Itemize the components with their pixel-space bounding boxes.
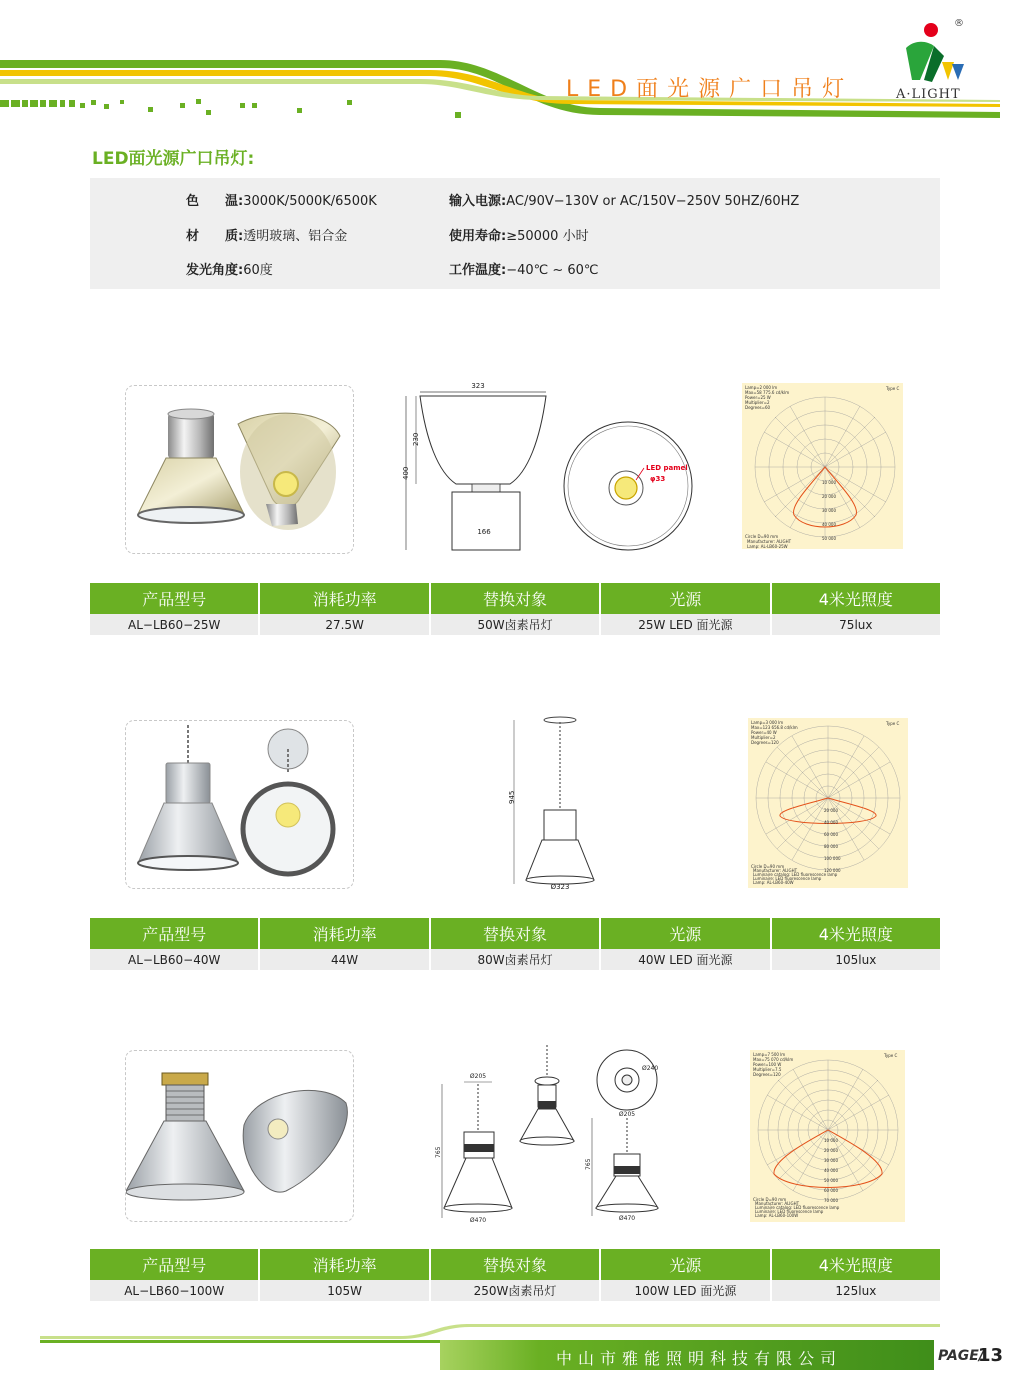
dim-bottom-diameter: Ø470 [469, 1217, 487, 1224]
spec-value: 60度 [243, 263, 273, 278]
polar-head-line: Lamp=3 000 lm [751, 720, 784, 725]
cell-source: 25W LED 面光源 [601, 614, 771, 635]
header-source: 光源 [601, 583, 771, 614]
spec-label: 材 质: [186, 229, 244, 244]
polar-ring-label: 80 000 [824, 844, 838, 849]
technical-drawing-100w-front [582, 1048, 677, 1226]
lamp-photo-icon [126, 721, 353, 888]
polar-ring-label: 40 000 [824, 1168, 838, 1173]
polar-foot-line: Circle D=90 mm [753, 1197, 787, 1202]
brand-logo-icon [904, 20, 968, 86]
header-power: 消耗功率 [260, 583, 430, 614]
panel-diameter: φ33 [650, 475, 666, 483]
polar-foot-line: Luminaire: LED fluorescence lamp [755, 1209, 824, 1214]
dim-mid-diameter: Ø205 [618, 1111, 636, 1118]
header-swoosh [0, 0, 1024, 130]
header-model: 产品型号 [90, 583, 260, 614]
table-header [90, 1249, 940, 1280]
polar-ring-label: 30 000 [822, 508, 836, 513]
technical-drawing-25w [400, 380, 552, 558]
polar-foot-line: Manufacturer: ALIGHT [747, 539, 792, 544]
polar-ring-label: 120 000 [824, 868, 841, 873]
page-label: PAGE/ [938, 1348, 984, 1364]
polar-head-line: Multiplier=2 [751, 735, 776, 740]
dim-diameter: Ø323 [550, 883, 570, 891]
header-source: 光源 [601, 918, 771, 949]
header-replace: 替换对象 [431, 1249, 601, 1280]
polar-chart-25w [742, 383, 903, 549]
polar-ring-label: 50 000 [824, 1178, 838, 1183]
polar-head-line: Degrees=120 [753, 1072, 781, 1077]
spec-label: 色 温: [186, 194, 244, 209]
polar-head-line: Multiplier=7.5 [753, 1067, 782, 1072]
lamp-photo-icon [126, 386, 353, 553]
polar-type: Type C [884, 1053, 898, 1058]
product-photo-frame [125, 385, 354, 554]
cell-model: AL−LB60−40W [90, 949, 260, 970]
registered-mark: ® [954, 18, 964, 29]
lamp-photo-icon [126, 1051, 353, 1221]
dim-width: 323 [471, 382, 485, 390]
spec-work-temp [449, 259, 599, 278]
spec-value: ≥50000 小时 [506, 229, 589, 244]
dim-height: 765 [585, 1158, 592, 1170]
polar-head-line: Max=75 070 cd/klm [753, 1057, 794, 1062]
cell-replace: 250W卤素吊灯 [431, 1280, 601, 1301]
product-table-25w [90, 583, 940, 635]
header-model: 产品型号 [90, 918, 260, 949]
dim-height: 400 [402, 466, 410, 480]
dim-upper-height: 230 [412, 432, 420, 446]
table-header [90, 583, 940, 614]
product-table-100w [90, 1249, 940, 1301]
polar-head-line: Degrees=120 [751, 740, 779, 745]
polar-head-line: Power=40 W [751, 730, 777, 735]
dim-base-width: 166 [477, 528, 491, 536]
cell-lux: 75lux [772, 614, 940, 635]
dim-height: 945 [508, 790, 516, 804]
header-replace: 替换对象 [431, 583, 601, 614]
spec-label: 工作温度: [449, 263, 507, 278]
panel-label: LED pamel [646, 464, 688, 472]
spec-color-temp [186, 190, 377, 209]
company-name: 中山市雅能照明科技有限公司 [556, 1349, 843, 1368]
technical-drawing-40w [504, 716, 604, 891]
polar-foot-line: Luminaire: LED fluorescence lamp [753, 876, 822, 881]
spec-label: 输入电源: [449, 194, 507, 209]
cell-lux: 105lux [772, 949, 940, 970]
product-table-40w [90, 918, 940, 970]
header-lux: 4米光照度 [772, 1249, 940, 1280]
polar-ring-label: 70 000 [824, 1198, 838, 1203]
cell-source: 100W LED 面光源 [601, 1280, 771, 1301]
dim-height: 765 [435, 1146, 442, 1158]
cell-power: 105W [260, 1280, 430, 1301]
polar-chart-40w [748, 718, 908, 888]
table-row [90, 614, 940, 635]
brand-name: A·LIGHT [896, 87, 961, 102]
polar-ring-label: 10 000 [824, 1138, 838, 1143]
header-lux: 4米光照度 [772, 583, 940, 614]
cell-replace: 80W卤素吊灯 [431, 949, 601, 970]
polar-foot-line: Luminaire catalog: LED fluorescence lamp [755, 1205, 840, 1210]
polar-foot-line: Lamp: AL-LB60-40W [753, 880, 794, 885]
header-title: LED面光源广口吊灯 [566, 77, 854, 102]
polar-ring-label: 10 000 [822, 480, 836, 485]
dim-top-diameter: Ø240 [642, 1065, 659, 1072]
product-photo-frame [125, 1050, 354, 1222]
spec-value: 透明玻璃、铝合金 [243, 229, 348, 244]
header-power: 消耗功率 [260, 918, 430, 949]
cell-model: AL−LB60−25W [90, 614, 260, 635]
header-power: 消耗功率 [260, 1249, 430, 1280]
header-lux: 4米光照度 [772, 918, 940, 949]
cell-lux: 125lux [772, 1280, 940, 1301]
polar-type: Type C [886, 721, 900, 726]
spec-value: AC/90V−130V or AC/150V−250V 50HZ/60HZ [506, 194, 800, 209]
dim-top-diameter: Ø205 [469, 1073, 487, 1080]
polar-head-line: Max=58 775.6 cd/klm [745, 390, 790, 395]
polar-ring-label: 40 000 [824, 820, 838, 825]
page-number: 13 [978, 1345, 1004, 1366]
polar-ring-label: 60 000 [824, 1188, 838, 1193]
technical-drawing-100w-side [430, 1048, 522, 1226]
polar-head-line: Multiplier=2 [745, 400, 770, 405]
polar-ring-label: 50 000 [822, 536, 836, 541]
spec-material [186, 225, 347, 244]
spec-label: 使用寿命: [449, 229, 507, 244]
polar-foot-line: Manufacturer: ALIGHT [755, 1201, 800, 1206]
polar-head-line: Power=100 W [753, 1062, 782, 1067]
polar-head-line: Lamp=2 000 lm [745, 385, 778, 390]
spec-beam-angle [186, 259, 273, 278]
dim-bottom-diameter: Ø470 [618, 1215, 636, 1222]
cell-power: 44W [260, 949, 430, 970]
polar-ring-label: 100 000 [824, 856, 841, 861]
cell-power: 27.5W [260, 614, 430, 635]
polar-head-line: Degrees=60 [745, 405, 771, 410]
polar-foot-line: Luminaire catalog: LED fluorescence lamp [753, 872, 838, 877]
polar-foot-line: Circle D=90 mm [745, 534, 779, 539]
spec-label: 发光角度: [186, 263, 244, 278]
polar-ring-label: 20 000 [824, 808, 838, 813]
header-source: 光源 [601, 1249, 771, 1280]
polar-chart-100w [750, 1050, 905, 1222]
polar-foot-line: Manufacturer: ALIGHT [753, 868, 798, 873]
polar-foot-line: Lamp: AL-LB60-25W [747, 544, 788, 549]
cell-replace: 50W卤素吊灯 [431, 614, 601, 635]
panel-view-25w [560, 418, 700, 553]
polar-ring-label: 20 000 [822, 494, 836, 499]
spec-input-power [449, 190, 799, 209]
polar-foot-line: Lamp: AL-LB60-100W [755, 1213, 799, 1218]
polar-type: Type C [886, 386, 900, 391]
polar-foot-line: Circle D=90 mm [751, 864, 785, 869]
cell-model: AL−LB60−100W [90, 1280, 260, 1301]
polar-ring-label: 30 000 [824, 1158, 838, 1163]
header-model: 产品型号 [90, 1249, 260, 1280]
table-row [90, 1280, 940, 1301]
table-header [90, 918, 940, 949]
cell-source: 40W LED 面光源 [601, 949, 771, 970]
polar-ring-label: 60 000 [824, 832, 838, 837]
spec-value: −40℃ ~ 60℃ [506, 263, 599, 278]
product-photo-frame [125, 720, 354, 889]
polar-ring-label: 20 000 [824, 1148, 838, 1153]
polar-head-line: Power=25 W [745, 395, 771, 400]
table-row [90, 949, 940, 970]
polar-ring-label: 40 000 [822, 522, 836, 527]
polar-head-line: Lamp=7 500 lm [753, 1052, 786, 1057]
spec-value: 3000K/5000K/6500K [243, 194, 377, 209]
header-replace: 替换对象 [431, 918, 601, 949]
spec-lifespan [449, 225, 589, 244]
polar-head-line: Max=123 656.8 cd/klm [751, 725, 798, 730]
section-heading: LED面光源广口吊灯: [92, 149, 255, 169]
technical-drawing-100w-mid [512, 1045, 582, 1155]
